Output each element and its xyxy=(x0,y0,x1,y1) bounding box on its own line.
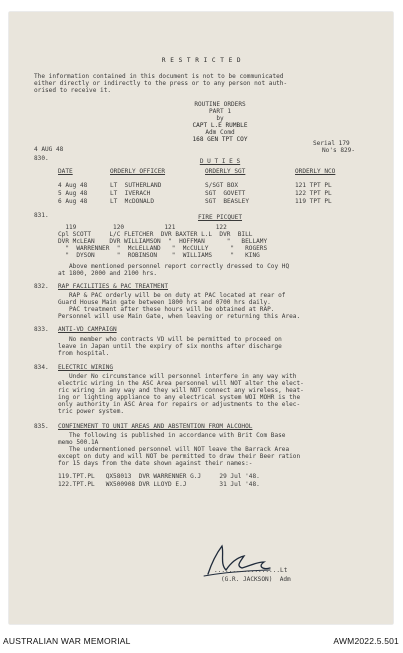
picquet-row-3: " WARRENNER " McLELLAND " McCULLY " ROGERS xyxy=(58,245,268,252)
duties-row-1-sgt: S/SGT BOX xyxy=(205,182,239,189)
duties-row-2-date: 5 Aug 48 xyxy=(58,190,88,197)
officer-appointment: Adm Comd xyxy=(205,129,235,136)
picquet-platoons: 119 120 121 122 xyxy=(58,224,227,231)
section-832-heading: RAP FACILITIES & PAC TREATMENT xyxy=(58,283,169,290)
section-834-heading: ELECTRIC WIRING xyxy=(58,364,114,371)
section-835-text-1: The following is published in accordance with Brit Com Base xyxy=(58,432,286,439)
section-834-text-2: electric wiring in the ASC Area personnel will NOT alter the elect- xyxy=(58,380,304,387)
notice-line-2: either directly or indirectly to the press or to any person not auth- xyxy=(34,80,288,87)
duties-col-nco: ORDERLY NCO xyxy=(295,168,336,175)
section-832-text-2: Guard House Main gate between 1800 hrs and 0700 hrs daily. xyxy=(58,299,271,306)
section-835-text-4: except on duty and will NOT be permitted to draw their Beer ration xyxy=(58,453,301,460)
section-835-text-3: The undermentioned personnel will NOT leave the Barrack Area xyxy=(58,446,290,453)
section-835-number: 835. xyxy=(34,423,49,430)
duties-row-2-officer: LT IVERACH xyxy=(110,190,151,197)
classification-heading: R E S T R I C T E D xyxy=(161,57,242,64)
picquet-row-1: Cpl SCOTT L/C FLETCHER DVR BAXTER L.L DVR BILL xyxy=(58,231,253,238)
section-831-text-1: Above mentioned personnel report correctly dressed to Coy HQ xyxy=(58,263,290,270)
confinement-entry-1: 119.TPT.PL QX58013 DVR WARRENNER G.J 29 Jul '48. xyxy=(58,473,260,480)
footer-institution: AUSTRALIAN WAR MEMORIAL xyxy=(3,636,131,646)
duties-row-3-officer: LT McDONALD xyxy=(110,198,155,205)
part-title: PART 1 xyxy=(208,108,231,115)
unit-name: 168 GEN TPT COY xyxy=(192,136,248,143)
section-835-heading: CONFINEMENT TO UNIT AREAS AND ABSTENTION FROM ALCOHOL xyxy=(58,423,253,430)
section-833-number: 833. xyxy=(34,326,49,333)
section-833-text-3: from hospital. xyxy=(58,350,110,357)
section-831-number: 831. xyxy=(34,212,49,219)
duties-row-2-sgt: SGT GOVETT xyxy=(205,190,246,197)
section-834-number: 834. xyxy=(34,364,49,371)
notice-line-1: The information contained in this document is not to be communicated xyxy=(34,73,284,80)
section-833-text-1: No member who contracts VD will be permitted to proceed on xyxy=(58,336,282,343)
duties-row-1-date: 4 Aug 48 xyxy=(58,182,88,189)
by-label: by xyxy=(216,115,224,122)
section-832-text-4: Personnel will use Main Gate, when leaving or returning this Area. xyxy=(58,313,301,320)
section-834-text-3: ric wiring in any way and they will NOT connect any wireless, heat- xyxy=(58,387,304,394)
picquet-row-4: " DYSON " ROBINSON " WILLIAMS " KING xyxy=(58,252,260,259)
section-834-text-4: ing or lighting appliance to any electrical system WOI MOHR is the xyxy=(58,394,301,401)
serial-number: Serial 179 xyxy=(313,140,350,147)
section-831-heading: FIRE PICQUET xyxy=(197,214,243,221)
duties-row-2-nco: 122 TPT PL xyxy=(295,190,332,197)
section-834-text-1: Under No circumstance will personnel interfere in any way with xyxy=(58,373,297,380)
section-830-heading: D U T I E S xyxy=(199,158,241,165)
section-834-text-6: tric power system. xyxy=(58,408,125,415)
section-833-heading: ANTI-VD CAMPAIGN xyxy=(58,326,117,333)
duties-row-3-date: 6 Aug 48 xyxy=(58,198,88,205)
section-835-text-5: for 15 days from the date shown against their names:- xyxy=(58,460,253,467)
order-numbers: No's 829- xyxy=(322,147,356,154)
section-832-text-1: RAP & PAC orderly will be on duty at PAC located at rear of xyxy=(58,292,286,299)
duties-col-date: DATE xyxy=(58,168,73,175)
duties-row-3-sgt: SGT BEASLEY xyxy=(205,198,250,205)
duties-col-officer: ORDERLY OFFICER xyxy=(110,168,166,175)
section-834-text-5: only authority in ASC Area for repairs or adjustments to the elec- xyxy=(58,401,301,408)
section-832-text-3: PAC treatment after these hours will be obtained at RAP. xyxy=(58,306,275,313)
officer-name: CAPT L.E RUMBLE xyxy=(192,122,248,129)
signatory-name: (G.R. JACKSON) Adm xyxy=(221,576,291,583)
section-830-number: 830. xyxy=(34,155,49,162)
duties-row-1-officer: LT SUTHERLAND xyxy=(110,182,162,189)
duties-row-1-nco: 121 TPT PL xyxy=(295,182,332,189)
confinement-entry-2: 122.TPT.PL WX500908 DVR LLOYD E.J 31 Jul '48. xyxy=(58,481,260,488)
picquet-row-2: DVR McLEAN DVR WILLIAMSON " HOFFMAN " BELLAMY xyxy=(58,238,268,245)
section-833-text-2: leave in Japan until the expiry of six months after discharge xyxy=(58,343,282,350)
section-832-number: 832. xyxy=(34,283,49,290)
notice-line-3: orised to receive it. xyxy=(34,87,112,94)
footer-accession-number: AWM2022.5.501 xyxy=(333,636,399,646)
section-835-text-2: memo 500.1A xyxy=(58,439,99,446)
routine-orders-title: ROUTINE ORDERS xyxy=(194,101,246,108)
duties-col-sgt: ORDERLY SGT xyxy=(205,168,246,175)
signature-line: ..................Lt xyxy=(214,567,288,574)
section-831-text-2: at 1800, 2000 and 2100 hrs. xyxy=(58,270,158,277)
duties-row-3-nco: 119 TPT PL xyxy=(295,198,332,205)
order-date: 4 AUG 48 xyxy=(34,146,64,153)
